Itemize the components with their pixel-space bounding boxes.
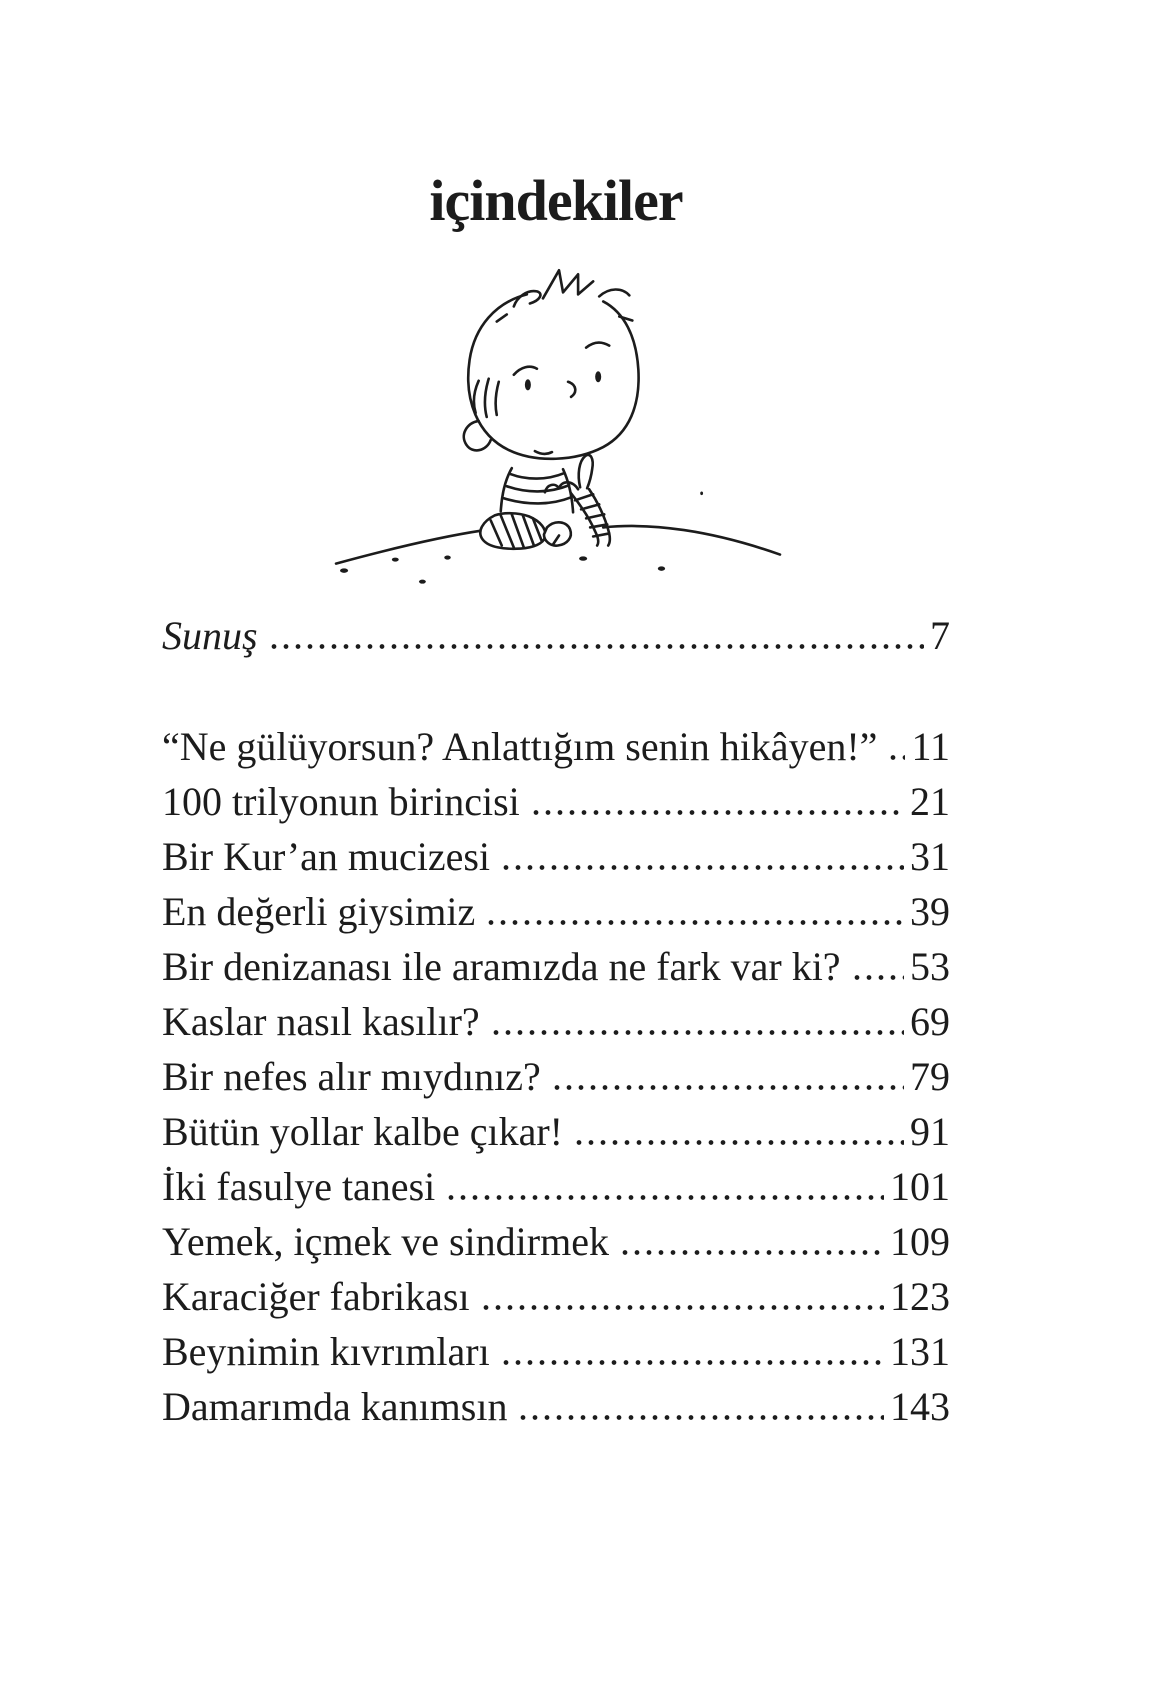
toc-entry-page: 109 <box>890 1218 950 1264</box>
toc-entry-label: “Ne gülüyorsun? Anlattığım senin hikâyen!” <box>162 723 878 769</box>
toc-front-row <box>162 608 950 663</box>
toc-entry-label: Bir nefes alır mıydınız? <box>162 1053 541 1099</box>
toc-entry-label: Kaslar nasıl kasılır? <box>162 998 480 1044</box>
toc-entry-label: Bütün yollar kalbe çıkar! <box>162 1108 563 1154</box>
toc-entry-row <box>162 1379 950 1434</box>
toc-entry-label: Beynimin kıvrımları <box>162 1328 490 1374</box>
dot-leader <box>500 1360 884 1365</box>
toc-entry-label: Bir Kur’an mucizesi <box>162 833 491 879</box>
dot-leader <box>490 1030 904 1035</box>
page-title: içindekiler <box>429 168 683 233</box>
toc-entry-row <box>162 1269 950 1324</box>
dot-leader <box>480 1305 884 1310</box>
toc-entry-label: En değerli giysimiz <box>162 888 476 934</box>
toc-entry-row <box>162 1159 950 1214</box>
toc-entry-label: İki fasulye tanesi <box>162 1163 436 1209</box>
dot-leader <box>887 755 905 760</box>
toc-entry-row <box>162 829 950 884</box>
toc-entry-row <box>162 774 950 829</box>
dot-leader <box>445 1195 884 1200</box>
toc-entry-label: Damarımda kanımsın <box>162 1383 508 1429</box>
toc-entry-page: 11 <box>911 723 950 769</box>
dot-leader <box>517 1415 884 1420</box>
dot-leader <box>530 810 904 815</box>
toc-entry-page: 21 <box>910 778 950 824</box>
dot-leader <box>573 1140 904 1145</box>
toc-entry-label: Bir denizanası ile aramızda ne fark var ki? <box>162 943 841 989</box>
dot-leader <box>268 644 924 649</box>
dot-leader <box>851 975 904 980</box>
toc-entry-row <box>162 1049 950 1104</box>
toc-entry-label: Karaciğer fabrikası <box>162 1273 470 1319</box>
toc-entry-label: Yemek, içmek ve sindirmek <box>162 1218 609 1264</box>
toc-entry-row <box>162 1324 950 1379</box>
toc-entry-row <box>162 994 950 1049</box>
dot-leader <box>485 920 904 925</box>
dot-leader <box>500 865 904 870</box>
dot-leader <box>551 1085 904 1090</box>
toc-entry-row <box>162 1214 950 1269</box>
toc-entry-page: 91 <box>910 1108 950 1154</box>
toc-entry-page: 123 <box>890 1273 950 1319</box>
toc-entry-page: 79 <box>910 1053 950 1099</box>
toc-entry-page: 39 <box>910 888 950 934</box>
dot-leader <box>619 1250 884 1255</box>
toc-entry-page: 101 <box>890 1163 950 1209</box>
toc-entry-page: 69 <box>910 998 950 1044</box>
toc-entry-row <box>162 939 950 994</box>
toc-entry-row <box>162 884 950 939</box>
toc-entry-page: 131 <box>890 1328 950 1374</box>
toc-entry-page: 31 <box>910 833 950 879</box>
toc-entry-page: 143 <box>890 1383 950 1429</box>
toc-front-label: Sunuş <box>162 612 258 658</box>
toc-entry-row <box>162 1104 950 1159</box>
toc-entry-row <box>162 719 950 774</box>
thinking-boy-drawing <box>330 264 782 596</box>
toc-list <box>162 719 950 1434</box>
toc-front-page: 7 <box>930 612 950 658</box>
toc-content <box>162 0 950 1434</box>
thinking-boy-illustration <box>330 264 782 596</box>
toc-entry-label: 100 trilyonun birincisi <box>162 778 520 824</box>
toc-entry-page: 53 <box>910 943 950 989</box>
